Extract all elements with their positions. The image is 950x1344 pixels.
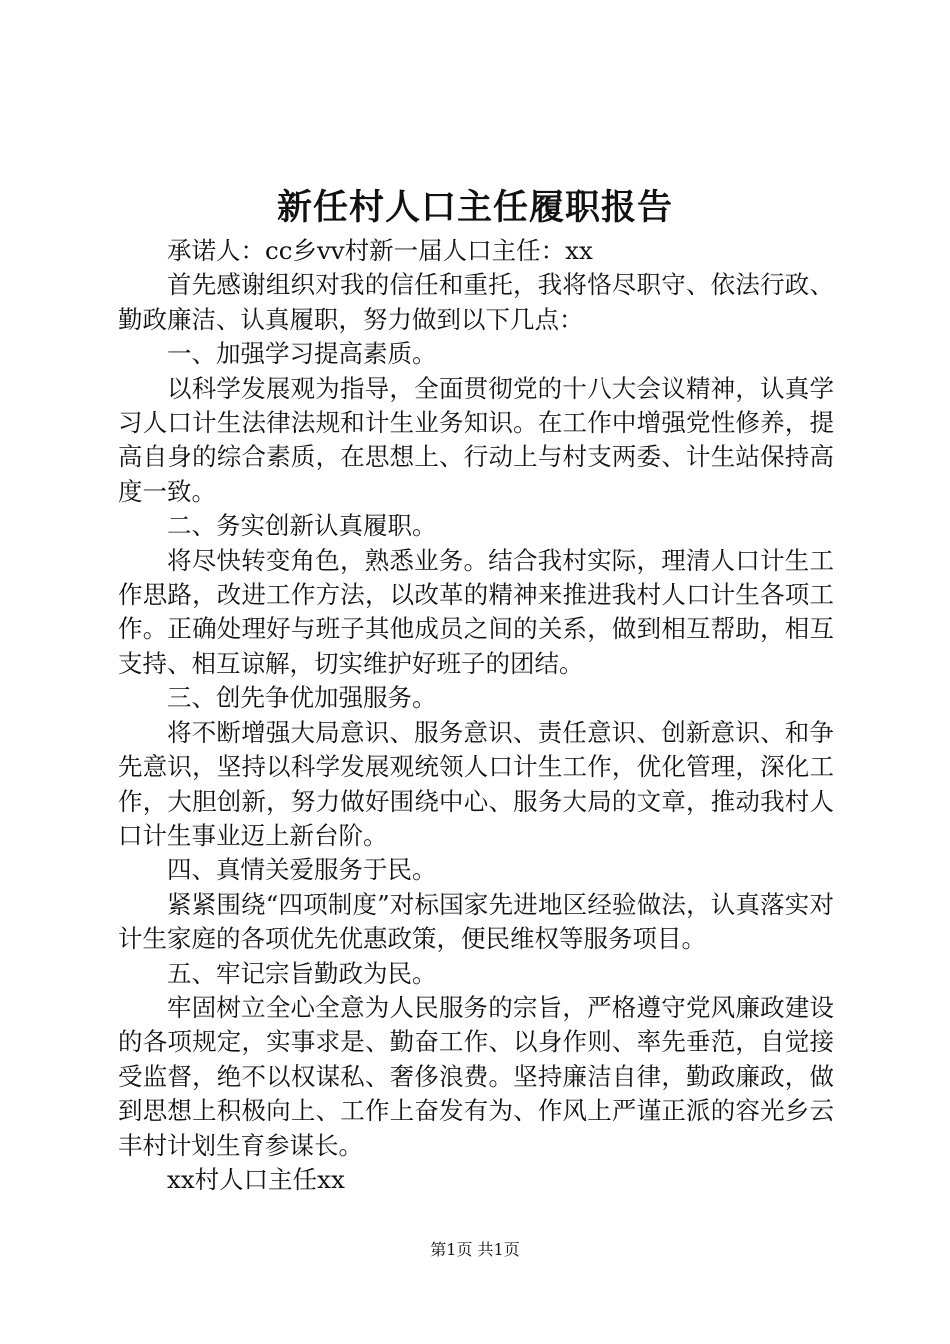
paragraph-pledger: 承诺人：cc乡vv村新一届人口主任：xx: [167, 236, 593, 265]
section-heading-4: 四、真情关爱服务于民。: [167, 855, 437, 885]
signature-line: xx村人口主任xx: [167, 1164, 345, 1194]
document-body: [118, 234, 834, 1197]
paragraph-section-5: 牢固树立全心全意为人民服务的宗旨，严格遵守党风廉政建设的各项规定，实事求是、勤奋工作、以身作则、率先垂范，自觉接受监督，绝不以权谋私、奢侈浪费。坚持廉洁自律，勤政廉政，做到思想上积极向上、工作上奋发有为、作风上严谨正派的容光乡云丰村计划生育参谋长。: [118, 992, 834, 1160]
section-heading-3: 三、创先争优加强服务。: [167, 683, 437, 713]
section-heading-2: 二、务实创新认真履职。: [167, 511, 437, 541]
document-title: 新任村人口主任履职报告: [276, 187, 673, 228]
paragraph-section-2: 将尽快转变角色，熟悉业务。结合我村实际，理清人口计生工作思路，改进工作方法，以改革的精神来推进我村人口计生各项工作。正确处理好与班子其他成员之间的关系，做到相互帮助，相互支持、相互谅解，切实维护好班子的团结。: [118, 545, 834, 678]
paragraph-intro: 首先感谢组织对我的信任和重托，我将恪尽职守、依法行政、勤政廉洁、认真履职，努力做到以下几点：: [118, 270, 834, 334]
page-footer: 第1页 共1页: [430, 1240, 520, 1259]
paragraph-section-4: 紧紧围绕“四项制度”对标国家先进地区经验做法，认真落实对计生家庭的各项优先优惠政策，便民维权等服务项目。: [118, 889, 834, 954]
section-heading-1: 一、加强学习提高素质。: [167, 339, 437, 369]
paragraph-section-1: 以科学发展观为指导，全面贯彻党的十八大会议精神，认真学习人口计生法律法规和计生业务知识。在工作中增强党性修养，提高自身的综合素质，在思想上、行动上与村支两委、计生站保持高度一致。: [118, 373, 834, 506]
section-heading-5: 五、牢记宗旨勤政为民。: [167, 958, 437, 988]
paragraph-section-3: 将不断增强大局意识、服务意识、责任意识、创新意识、和争先意识，坚持以科学发展观统领人口计生工作，优化管理，深化工作，大胆创新，努力做好围绕中心、服务大局的文章，推动我村人口计生事业迈上新台阶。: [118, 717, 834, 850]
